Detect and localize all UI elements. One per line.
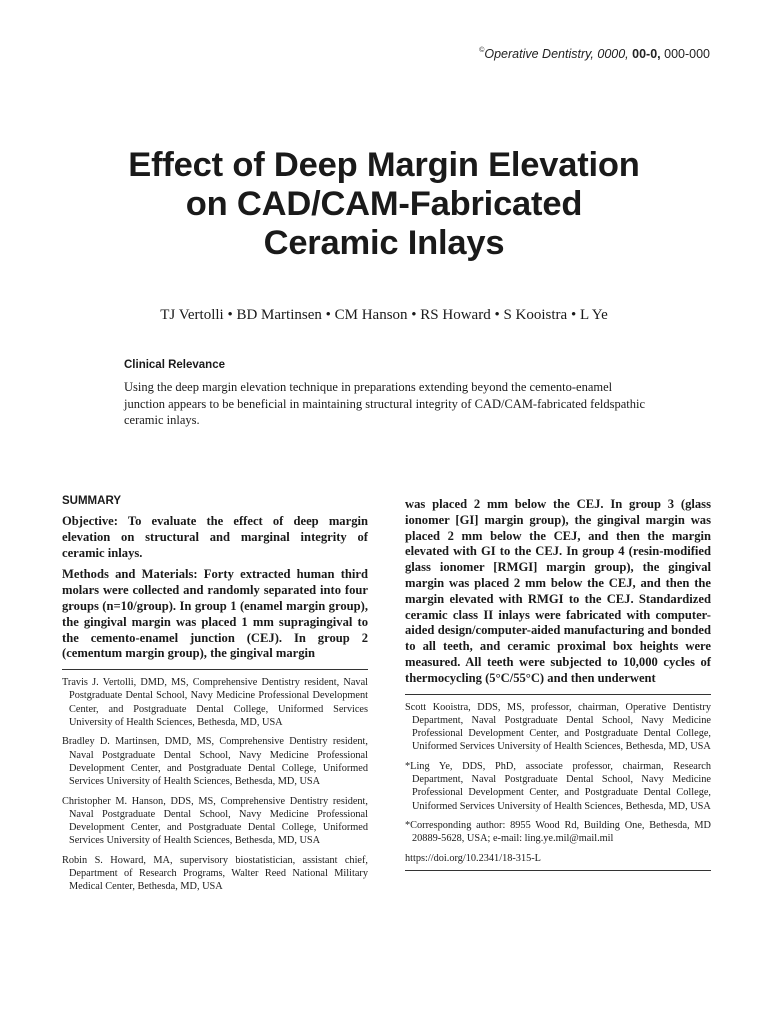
affiliation-hanson: Christopher M. Hanson, DDS, MS, Comprehensive Dentistry resident, Naval Postgraduate Dental School, Navy Medicine Professional Development Center, and Postgraduate Dental College, Uniformed Services University of Health Sciences, Bethesda, MD, USA: [62, 795, 368, 847]
journal-name: Operative Dentistry, 0000,: [484, 47, 629, 61]
title-line-1: Effect of Deep Margin Elevation: [128, 146, 640, 184]
summary-methods-part2: was placed 2 mm below the CEJ. In group 3 (glass ionomer [GI] margin group), the gingival margin was placed 2 mm below the CEJ, and then the margin elevated with GI to the CEJ. In group 4 (resin-modified glass ionomer [RMGI] margin group), the gingival margin was placed 2 mm below the CEJ, and then the margin elevated with RMGI to the CEJ. Standardized ceramic class II inlays were fabricated with computer-aided design/computer-aided manufacturing and bonded to all teeth, and ceramic proximal box heights were measured. All teeth were subjected to 10,000 cycles of thermocycling (5°C/55°C) and then underwent: [405, 497, 711, 685]
journal-pages: 000-000: [664, 47, 710, 61]
right-column: [405, 497, 711, 871]
footnote-divider-right: [405, 694, 711, 695]
title-line-2: on CAD/CAM-Fabricated: [185, 185, 583, 223]
clinical-relevance-box: [124, 359, 654, 429]
left-column: [62, 495, 368, 900]
author-list: TJ Vertolli • BD Martinsen • CM Hanson • RS Howard • S Kooistra • L Ye: [160, 307, 608, 323]
footnote-divider-left: [62, 669, 368, 670]
journal-issue: 00-0,: [632, 47, 661, 61]
title-line-3: Ceramic Inlays: [263, 224, 505, 262]
summary-objective: Objective: To evaluate the effect of deep margin elevation on structural and marginal integrity of ceramic inlays.: [62, 514, 368, 560]
clinical-relevance-text: Using the deep margin elevation technique in preparations extending beyond the cemento-enamel junction appears to be beneficial in maintaining structural integrity of CAD/CAM-fabricated feldspathic ceramic inlays.: [124, 380, 646, 427]
affiliation-martinsen: Bradley D. Martinsen, DMD, MS, Comprehensive Dentistry resident, Naval Postgraduate Dental School, Navy Medicine Professional Development Center, and Postgraduate Dental College, Uniformed Services University of Health Sciences, Bethesda, MD, USA: [62, 736, 368, 788]
affiliation-kooistra: Scott Kooistra, DDS, MS, professor, chairman, Operative Dentistry Department, Naval Postgraduate Dental School, Navy Medicine Professional Development Center, and Postgraduate Dental College, Uniformed Services University of Health Sciences, Bethesda, MD, USA: [405, 701, 711, 753]
copyright-symbol: ©: [479, 47, 485, 54]
journal-citation: [479, 47, 710, 61]
article-title: [60, 146, 708, 263]
doi-link[interactable]: https://doi.org/10.2341/18-315-L: [405, 852, 541, 864]
corresponding-author: *Corresponding author: 8955 Wood Rd, Building One, Bethesda, MD 20889-5628, USA; e-mail: ling.ye.mil@mail.mil: [405, 819, 711, 845]
summary-methods-part1: Methods and Materials: Forty extracted human third molars were collected and randomly separated into four groups (n=10/group). In group 1 (enamel margin group), the gingival margin was placed 1 mm supragingival to the cemento-enamel junction (CEJ). In group 2 (cementum margin group), the gingival margin: [62, 567, 368, 661]
clinical-relevance-heading: Clinical Relevance: [124, 359, 225, 371]
affiliation-ye: *Ling Ye, DDS, PhD, associate professor, chairman, Research Department, Naval Postgraduate Dental School, Navy Medicine Professional Development Center, and Postgraduate Dental College, Uniformed Services University of Health Sciences, Bethesda, MD, USA: [405, 760, 711, 812]
affiliation-vertolli: Travis J. Vertolli, DMD, MS, Comprehensive Dentistry resident, Naval Postgraduate Dental School, Navy Medicine Professional Development Center, and Postgraduate Dental College, Uniformed Services University of Health Sciences, Bethesda, MD, USA: [62, 677, 368, 729]
end-divider: [405, 870, 711, 871]
affiliation-howard: Robin S. Howard, MA, supervisory biostatistician, assistant chief, Department of Research Programs, Walter Reed National Military Medical Center, Bethesda, MD, USA: [62, 854, 368, 893]
summary-heading: SUMMARY: [62, 495, 121, 507]
